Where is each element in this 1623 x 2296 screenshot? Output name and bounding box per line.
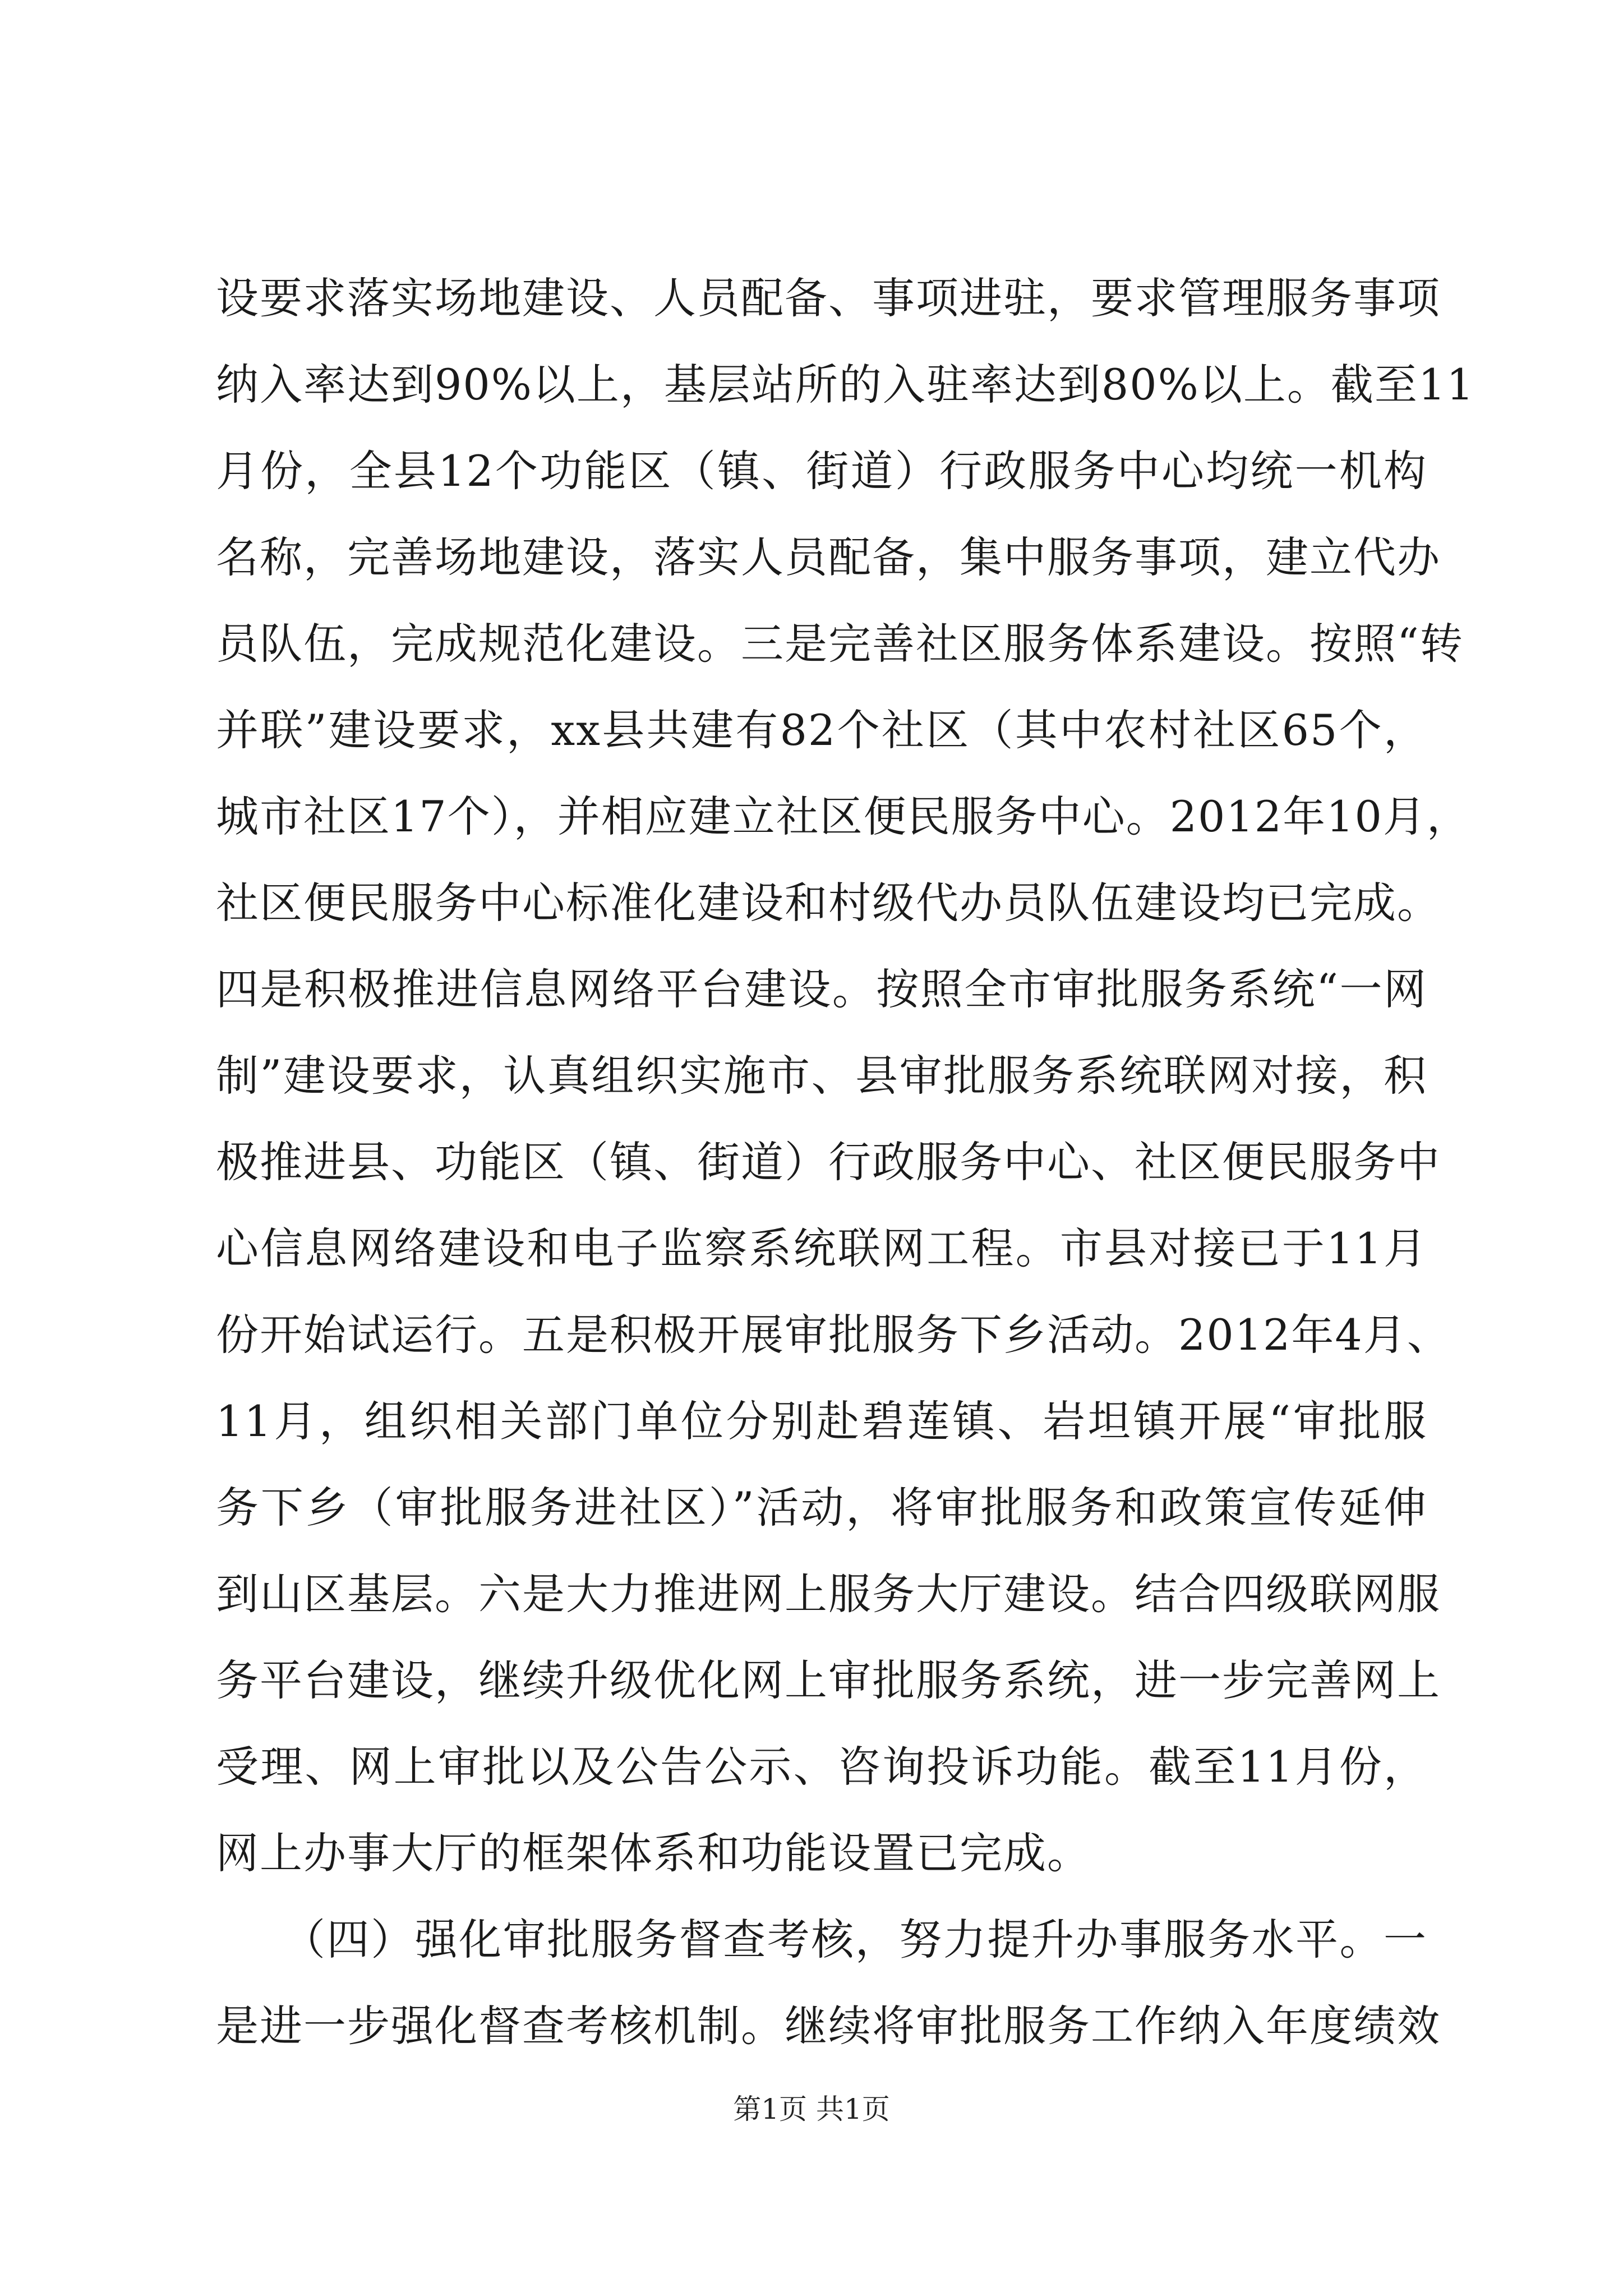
text-line: 员队伍，完成规范化建设。三是完善社区服务体系建设。按照“转: [216, 619, 1464, 669]
text-line: 四是积极推进信息网络平台建设。按照全市审批服务系统“一网: [216, 964, 1427, 1014]
text-line: 务平台建设，继续升级优化网上审批服务系统，进一步完善网上: [216, 1655, 1441, 1705]
text-line: 务下乡（审批服务进社区）”活动，将审批服务和政策宣传延伸: [216, 1483, 1427, 1533]
text-line: 设要求落实场地建设、人员配备、事项进驻，要求管理服务事项: [216, 273, 1441, 323]
text-line: 月份，全县12个功能区（镇、街道）行政服务中心均统一机构: [216, 446, 1427, 496]
text-line: 城市社区17个），并相应建立社区便民服务中心。2012年10月，: [216, 792, 1470, 841]
text-line: 社区便民服务中心标准化建设和村级代办员队伍建设均已完成。: [216, 878, 1441, 928]
text-line: 份开始试运行。五是积极开展审批服务下乡活动。2012年4月、: [216, 1310, 1451, 1360]
page-footer: 第1页 共1页: [733, 2093, 890, 2125]
text-line: 制”建设要求，认真组织实施市、县审批服务系统联网对接，积: [216, 1051, 1427, 1101]
text-line: 纳入率达到90%以上，基层站所的入驻率达到80%以上。截至11: [216, 360, 1475, 409]
text-line: 极推进县、功能区（镇、街道）行政服务中心、社区便民服务中: [216, 1137, 1441, 1187]
text-line: 心信息网络建设和电子监察系统联网工程。市县对接已于11月: [216, 1223, 1427, 1273]
text-line: 受理、网上审批以及公告公示、咨询投诉功能。截至11月份，: [216, 1742, 1427, 1792]
text-line: 11月，组织相关部门单位分别赴碧莲镇、岩坦镇开展“审批服: [216, 1396, 1427, 1446]
text-line: 名称，完善场地建设，落实人员配备，集中服务事项，建立代办: [216, 532, 1441, 582]
document-body: [216, 255, 1475, 2069]
text-line: 网上办事大厅的框架体系和功能设置已完成。: [216, 1828, 1091, 1878]
text-line: 到山区基层。六是大力推进网上服务大厅建设。结合四级联网服: [216, 1569, 1441, 1619]
text-line: 是进一步强化督查考核机制。继续将审批服务工作纳入年度绩效: [216, 2001, 1441, 2051]
text-line: （四）强化审批服务督查考核，努力提升办事服务水平。一: [216, 1915, 1427, 1964]
text-line: 并联”建设要求，xx县共建有82个社区（其中农村社区65个，: [216, 705, 1427, 755]
